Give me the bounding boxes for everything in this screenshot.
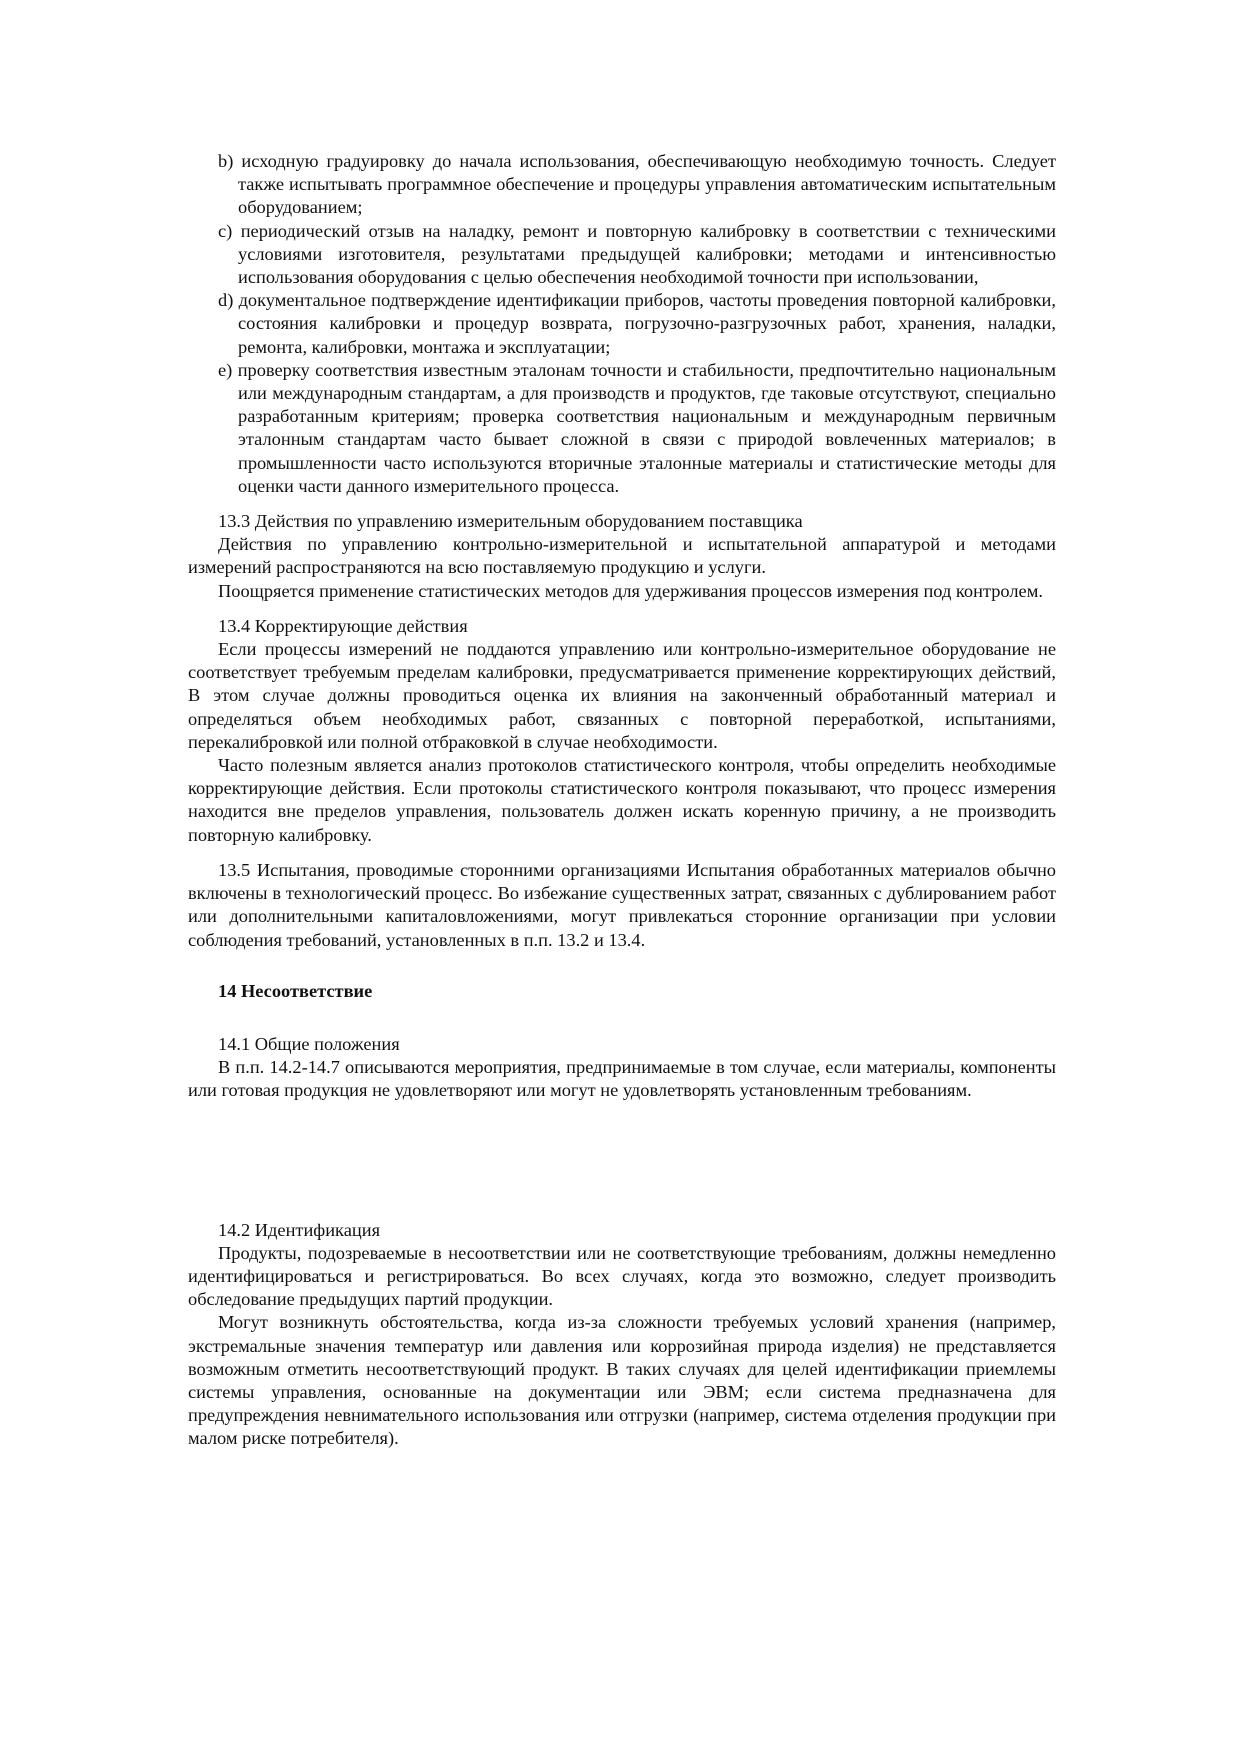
section-heading-13-4: 13.4 Корректирующие действия: [218, 615, 468, 636]
list-item-text: периодический отзыв на наладку, ремонт и повторную калибровку в соответствии с техническими условиями изготовителя, результатами предыдущей калибровки; методами и интенсивностью использования оборудования с целью обеспечения необходимой точности при использовании,: [238, 220, 1056, 288]
chapter-heading-14: 14 Несоответствие: [218, 980, 373, 1001]
paragraph: Могут возникнуть обстоятельства, когда из-за сложности требуемых условий хранения (например, экстремальные значения температур или давления или коррозийная природа изделия) не представляется возможным отметить несоответствующий продукт. В таких случаях для целей идентификации приемлемы системы управления, основанные на документации или ЭВМ; если система предназначена для предупреждения невнимательного использования или отгрузки (например, система отделения продукции при малом риске потребителя).: [188, 1312, 1056, 1449]
section-13-5-paragraph: 13.5 Испытания, проводимые сторонними организациями Испытания обработанных материалов обычно включены в технологический процесс. Во избежание существенных затрат, связанных с дублированием работ или дополнительными капиталовложениями, могут привлекаться сторонние организации при условии соблюдения требований, установленных в п.п. 13.2 и 13.4.: [188, 859, 1056, 950]
list-marker: e): [218, 359, 233, 380]
list-item-b: [218, 150, 1056, 220]
paragraph: Поощряется применение статистических методов для удерживания процессов измерения под контролем.: [218, 580, 1043, 601]
list-item-e: [218, 359, 1056, 498]
list-item-d: [218, 289, 1056, 359]
list-marker: d): [218, 290, 234, 311]
paragraph: Часто полезным является анализ протоколов статистического контроля, чтобы определить необходимые корректирующие действия. Если протоколы статистического контроля показывают, что процесс измерения находится вне пределов управления, пользователь должен искать коренную причину, а не производить повторную калибровку.: [188, 755, 1056, 845]
list-item-c: [218, 220, 1056, 290]
section-heading-13-3: 13.3 Действия по управлению измерительным оборудованием поставщика: [218, 511, 803, 532]
list-marker: c): [218, 220, 233, 241]
section-heading-14-2: 14.2 Идентификация: [218, 1219, 381, 1240]
paragraph: В п.п. 14.2-14.7 описываются мероприятия, предпринимаемые в том случае, если материалы, компоненты или готовая продукция не удовлетворяют или могут не удовлетворять установленным требованиям.: [188, 1057, 1056, 1101]
paragraph: Действия по управлению контрольно-измерительной и испытательной аппаратурой и методами измерений распространяются на всю поставляемую продукцию и услуги.: [188, 534, 1056, 578]
document-page: [188, 150, 1056, 1451]
paragraph: Если процессы измерений не поддаются управлению или контрольно-измерительное оборудование не соответствует требуемым пределам калибровки, предусматривается применение корректирующих действий, В этом случае должны проводиться оценка их влияния на законченный обработанный материал и определяться объем необходимых работ, связанных с повторной переработкой, испытаниями, перекалибровкой или полной отбраковкой в случае необходимости.: [188, 639, 1056, 752]
paragraph: Продукты, подозреваемые в несоответствии или не соответствующие требованиям, должны немедленно идентифицироваться и регистрироваться. Во всех случаях, когда это возможно, следует производить обследование предыдущих партий продукции.: [188, 1242, 1056, 1310]
list-item-text: проверку соответствия известным эталонам точности и стабильности, предпочтительно национальным или международным стандартам, а для производств и продуктов, где таковые отсутствуют, специально разработанным критериям; проверка соответствия национальным и международным первичным эталонным стандартам часто бывает сложной в связи с природой вовлеченных материалов; в промышленности часто используются вторичные эталонные материалы и статистические методы для оценки части данного измерительного процесса.: [237, 359, 1056, 496]
list-item-text: исходную градуировку до начала использования, обеспечивающую необходимую точность. Следует также испытывать программное обеспечение и процедуры управления автоматическим испытательным оборудованием;: [238, 151, 1057, 218]
list-item-text: документальное подтверждение идентификации приборов, частоты проведения повторной калибровки, состояния калибровки и процедур возврата, погрузочно-разгрузочных работ, хранения, наладки, ремонта, калибровки, монтажа и эксплуатации;: [238, 290, 1056, 357]
section-heading-14-1: 14.1 Общие положения: [218, 1033, 400, 1054]
list-marker: b): [218, 151, 234, 171]
